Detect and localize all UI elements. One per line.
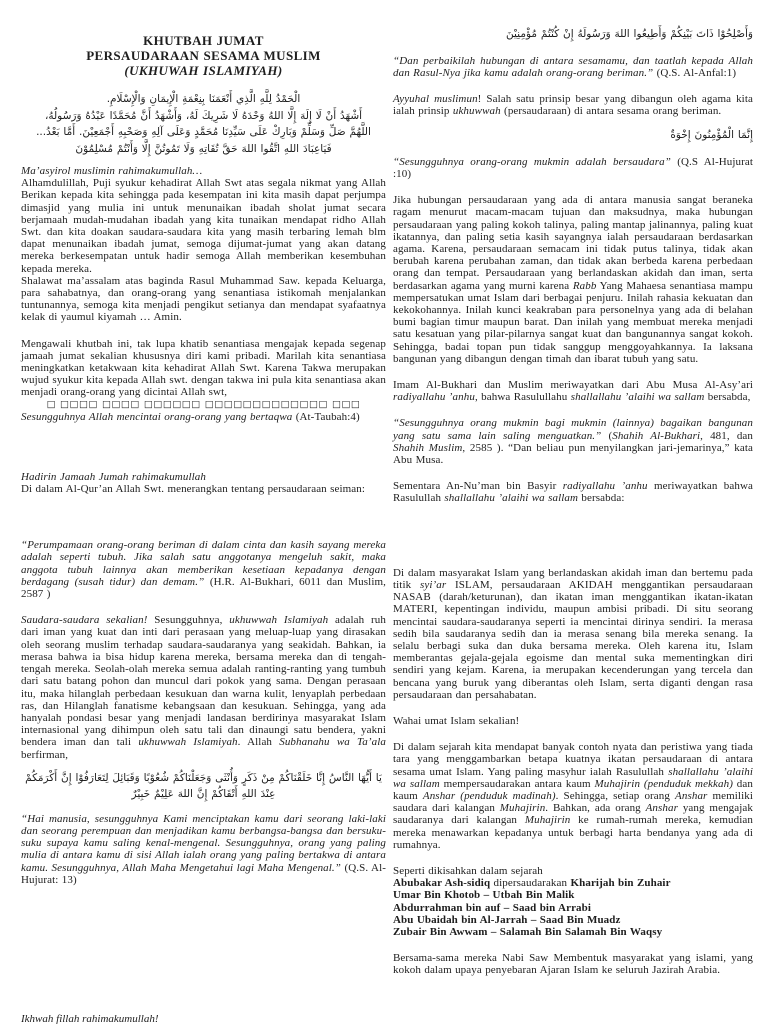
text-run: (persaudaraan) di antara sesama orang beriman. xyxy=(500,105,722,118)
paragraph xyxy=(393,194,753,365)
text-run: “Sesungguhnya orang-orang mukmin adalah bersaudara” xyxy=(393,155,671,168)
text-run: Seperti dikisahkan dalam sejarah xyxy=(393,864,543,877)
text-run: ukhuwwah Islamiyah xyxy=(138,736,238,749)
paragraph xyxy=(393,865,753,877)
left-column xyxy=(21,0,386,886)
arabic-verse xyxy=(21,770,386,803)
verse-translation xyxy=(393,156,753,180)
text-run: Mengawali khutbah ini, tak lupa khatib senantiasa mengajak kepada segenap jamaah jumat sekalian khususnya diri kami pribadi. Marilah kita senantiasa meningkatkan ketakwaan kita kehadirat Allah Swt. Karena Takwa merupakan wujud syukur kita kepada Allah swt. dengan takwa ini pula kita senantiasa akan menjadi orang-orang yang dicintai Allah swt, xyxy=(21,337,386,399)
left-column-cutoff-line: Ikhwah fillah rahimakumullah! xyxy=(21,1013,159,1024)
text-run: أَشْهَدُ أَنْ لَا إِلَهَ إِلَّا اللهُ وَحْدَهُ لَا شَرِيكَ لَهُ، وَأَشْهَدُ أَنَّ مُحَمَّدًا عَبْدُهُ وَرَسُولُهُ، xyxy=(44,109,363,122)
text-run: Abu Ubaidah bin Al-Jarrah – Saad Bin Muadz xyxy=(393,913,621,926)
arabic-verse xyxy=(393,127,753,144)
text-run: (Q.S Al-Hujurat :10) xyxy=(393,155,754,181)
arabic-missing-glyphs xyxy=(21,399,386,411)
text-run: Shahih Muslim xyxy=(393,441,463,454)
text-run: Di dalam masyarakat Islam yang berlandaskan akidah iman dan bertemu pada titik xyxy=(393,566,753,591)
text-run: Muhajirin (penduduk mekkah) xyxy=(594,777,733,790)
pairing-line xyxy=(393,877,753,889)
text-run: Imam Al-Bukhari dan Muslim meriwayatkan dari Abu Musa Al-Asy’ari xyxy=(393,379,753,392)
text-run: ! Salah satu prinsip besar yang dibangun oleh agama kita ialah prinsip xyxy=(393,92,753,118)
paragraph xyxy=(393,952,753,976)
verse-translation xyxy=(21,813,386,886)
text-run: Sesungguhnya, xyxy=(147,614,230,627)
text-run: (H.R. Al-Bukhari, 6011 dan Muslim, 2587 ) xyxy=(21,575,386,601)
text-run: shallallahu ’alaihi wa sallam xyxy=(393,765,753,790)
text-run: Sementara An-Nu’man bin Basyir xyxy=(393,480,563,493)
text-run: KHUTBAH JUMAT xyxy=(143,33,264,48)
pairing-line xyxy=(393,926,753,938)
text-run: فَيَاعِبَادَ اللهِ اتَّقُوا اللهَ حَقَّ تُقَاتِهِ وَلَا تَمُوتُنَّ إِلَّا وَأَنْتُمْ مُسْلِمُوْنَ xyxy=(75,142,332,155)
hadith-quote xyxy=(393,417,753,466)
text-run: memiliki saudara dari kalangan xyxy=(393,789,753,815)
paragraph xyxy=(21,614,386,760)
arabic-verse xyxy=(393,26,753,43)
text-run: ( xyxy=(601,429,613,442)
text-run: (UKHUWAH ISLAMIYAH) xyxy=(124,63,283,78)
text-run: Di dalam sejarah kita mendapat banyak contoh nyata dan peristiwa yang tiada tara yang menggambarkan betapa kuatnya ikatan persaudaraan di antara sesama umat Islam. Yang paling masyhur ialah Rasulullah xyxy=(393,741,753,778)
paragraph xyxy=(21,338,386,399)
text-run: Jika hubungan persaudaraan yang ada di antara manusia sangat beraneka ragam menurut macam-macam tujuan dan maksudnya, maka hubungan persaudaraan yang paling kokoh talinya, paling mantap jalinannya, paling kuat ikatannya, dan paling setia kasih sayangnya ialah persaudaraan berdasarkan agama. Karena, persaudaraan semacam ini tidak putus talinya, tidak akan berubah karena perubahan zaman, dan tidak akan berbeda karena perbedaan orang dan tempat. Persaudaraan yang berlandaskan akidah dan iman, serta berdasarkan agama yang murni karena xyxy=(393,194,753,292)
text-run: اللَّهُمَّ صَلِّ وَسَلِّمْ وَبَارِكْ عَلَى سَيِّدِنَا مُحَمَّدٍ وَعَلَى آلِهِ وَصَحْبِهِ أَجْمَعِيْنَ. أَمَّا بَعْدُ... xyxy=(36,126,371,138)
text-run: ke rumah-rumah mereka, kemudian mereka menawarkan kepadanya untuk berbagi harta bendanya yang ada di rumahnya. xyxy=(393,814,753,851)
text-run: . Bahkan, ada orang xyxy=(545,802,646,815)
doc-title-line xyxy=(21,48,386,63)
text-run: يَا أَيُّهَا النَّاسُ إِنَّا خَلَقْنَاكُمْ مِنْ ذَكَرٍ وَأُنْثَى وَجَعَلْنَاكُمْ شُعُوْبًا وَقَبَائِلَ لِتَعَارَفُوْا إِنَّ أَكْرَمَكُمْ عِنْدَ اللهِ أَتْقَاكُمْ إِنَّ اللهَ عَلِيْمٌ خَبِيْرٌ xyxy=(25,771,382,801)
pairing-line xyxy=(393,889,753,901)
text-run: Ayyuhal muslimun xyxy=(393,92,478,105)
paragraph xyxy=(21,275,386,324)
text-run: . Sehingga, setiap orang xyxy=(555,789,676,802)
text-run: bersabda, xyxy=(704,391,751,404)
doc-title-line xyxy=(21,33,386,48)
verse-translation xyxy=(393,55,753,79)
text-run: Shahih Al-Bukhari xyxy=(612,429,701,442)
text-run: Zubair Bin Awwam – Salamah Bin Salamah Bin Waqsy xyxy=(393,925,663,938)
arabic-opening-line xyxy=(21,108,386,125)
text-run: Muhajirin xyxy=(499,802,546,815)
text-run: Muhajirin xyxy=(524,814,571,827)
paragraph xyxy=(21,177,386,275)
text-run: Abdurrahman bin auf – Saad bin Arrabi xyxy=(393,901,592,914)
text-run: Di dalam Al-Qur’an Allah Swt. menerangkan tentang persaudaraan seiman: xyxy=(21,483,366,496)
verse-translation xyxy=(21,411,386,423)
arabic-opening-line xyxy=(21,91,386,108)
paragraph xyxy=(393,741,753,851)
text-run: , 481, dan xyxy=(700,429,753,442)
text-run: Bersama-sama mereka Nabi Saw Membentuk masyarakat yang islami, yang kokoh dalam upaya penyebaran Ajaran Islam ke seluruh Jazirah Arabia. xyxy=(393,952,753,977)
text-run: dan kaum xyxy=(393,777,753,802)
text-run: adalah ruh dari iman yang kuat dan inti dari perasaan yang meluap-luap yang dirasakan oleh seorang muslim terhadap saudara-saudaranya yang seakidah. Bahkan, ia merasa bahwa ia bisa hidup karena mereka, bersama mereka dan di tengah-tengah mereka. Seolah-olah mereka semua adalah ranting-ranting yang tumbuh dari satu batang pohon dan muncul dari pokok yang sama. Dengan perasaan itu, maka hilanglah perbedaan kesukuan dan warna kulit, lenyaplah perbedaan ras, dan Hilanglah fanatisme kebangsaan dan kesukuan. Sehingga, yang ada hanyalah pondasi besar yang menjadi landasan berdirinya masyarakat Islam internasional yang dihimpun oleh satu tali dan dinaungi satu bendera, yakni bendera iman dan tali xyxy=(21,614,386,749)
doc-subtitle xyxy=(21,63,386,78)
text-run: Anshar (penduduk madinah) xyxy=(422,789,556,802)
salutation-line xyxy=(393,715,753,727)
text-run: Hadirin Jamaah Jumah rahimakumullah xyxy=(21,470,206,483)
text-run: وَأَصْلِحُوْا ذَاتَ بَيْنِكُمْ وَأَطِيعُوا اللهَ وَرَسُولَهُ إِنْ كُنْتُمْ مُؤْمِنِيْنَ xyxy=(505,28,753,40)
text-run: Umar Bin Khotob – Utbah Bin Malik xyxy=(393,889,575,902)
text-run: bersabda: xyxy=(578,492,625,505)
text-run: Sesungguhnya Allah mencintai orang-orang yang bertaqwa xyxy=(21,410,296,423)
paragraph xyxy=(21,483,386,495)
text-run: yang mengajak saudaranya dari kalangan xyxy=(393,802,753,827)
text-run: إِنَّمَا الْمُؤْمِنُونَ إِخْوَةٌ xyxy=(670,129,753,142)
pairing-line xyxy=(393,902,753,914)
arabic-opening-line xyxy=(21,124,386,141)
text-run: Kharijah bin Zuhair xyxy=(570,877,671,890)
text-run: □ □□□□ □□□□ □□□□□□ □□□□□□□□□□□□□ □□□ xyxy=(46,398,361,410)
text-run: ukhuwwah xyxy=(452,105,501,118)
text-run: (Q.S. Al-Anfal:1) xyxy=(653,66,737,79)
text-run: dipersaudarakan xyxy=(490,877,571,890)
text-run: shallallahu ’alaihi wa sallam xyxy=(570,391,705,404)
paragraph xyxy=(393,379,753,403)
text-run: . Allah xyxy=(237,736,280,749)
text-run: ISLAM, persaudaraan AKIDAH menggantikan persaudaraan NASAB (darah/keturunan), dan ikatan iman menggantikan ikatan-ikatan MATERI, kepentingan individu, maupun ambisi pribadi. Di situ seorang mencintai saudara-saudaranya seperti ia mencintai dirinya sendiri. Ia merasa sedih bila saudaranya sedih dan ia merasa senang bila mereka senang. Ia selalu berbagi suka dan duka bersama mereka. Oleh karena itu, Islam memberantas gejala-gejala egoisme dan mental suka mementingkan diri sendiri yang kejam. Karena, ia merupakan kecenderungan yang tercela dan bencana yang buruk yang diberantas oleh Islam, serta diganti dengan rasa persaudaraan dan persahabatan. xyxy=(393,578,754,701)
text-run: Subhanahu wa Ta’ala xyxy=(279,736,386,749)
text-run: ukhuwwah Islamiyah xyxy=(229,614,329,627)
right-column xyxy=(393,0,753,977)
text-run: Ma’asyirol muslimin rahimakumullah… xyxy=(21,165,203,177)
salutation-line xyxy=(21,471,386,483)
text-run: Abubakar Ash-sidiq xyxy=(393,877,491,890)
text-run: Yang Mahaesa senantiasa mampu mempersatukan umat Islam dari berbagai penjuru. Inilah rahasia kekuatan dan kekokohannya. Inilah kunci keakraban para personelnya yang ada di belahan bumi bagian timur maupun barat. Dan inilah yang membuat mereka menjadi satu kesatuan yang pilar-pilarnya sangat kuat dan bangunannya sangat kokoh. Sehingga, badai topan pun tidak sanggup menggoyahkannya. Ia laksana bangunan yang dibangun dengan timah dan ibarat tubuh yang satu. xyxy=(393,279,753,365)
text-run: radiyallahu ’anhu xyxy=(393,391,475,404)
text-run: berfirman, xyxy=(21,748,69,761)
text-run: “Hai manusia, sesungguhnya Kami menciptakan kamu dari seorang laki-laki dan seorang perempuan dan menjadikan kamu berbangsa-bangsa dan bersuku-suku supaya kamu saling kenal-mengenal. Sesungguhnya, orang yang paling mulia di antara kamu di sisi Allah ialah orang yang paling bertakwa di antara kamu. Sesungguhnya, Allah Maha Mengetahui lagi Maha Mengenal.” xyxy=(21,812,386,874)
text-run: Wahai umat Islam sekalian! xyxy=(393,714,520,727)
text-run: shallallahu ’alaihi wa sallam xyxy=(444,492,579,505)
pairing-line xyxy=(393,914,753,926)
text-run: “Sesungguhnya orang mukmin bagi mukmin (lainnya) bagaikan bangunan yang satu sama lain saling menguatkan.” xyxy=(393,417,753,442)
text-run: Shalawat ma’assalam atas baginda Rasul Muhammad Saw. kepada Keluarga, para sahabatnya, dan orang-orang yang senantiasa istikomah menjalankan tuntunannya, semoga kita menjadi pengikut setianya dan mendapat syafaatnya kelak di yaumul kiyamah … Amin. xyxy=(21,274,386,324)
text-run: syi’ar xyxy=(420,578,447,591)
paragraph xyxy=(393,567,753,701)
text-run: PERSAUDARAAN SESAMA MUSLIM xyxy=(86,48,321,63)
hadith-quote xyxy=(21,539,386,600)
text-run: meriwayatkan bahwa Rasulullah xyxy=(393,480,753,505)
text-run: “Dan perbaikilah hubungan di antara sesamamu, dan taatlah kepada Allah dan Rasul-Nya jika kamu adalah orang-orang beriman.” xyxy=(393,54,753,79)
text-run: Alhamdulillah, Puji syukur kehadirat Allah Swt atas segala nikmat yang Allah Berikan kepada kita sehingga pada kesempatan ini kita masih dapat perjumpa dimasjid yang mulia ini untuk menunaikan ibadah sholat jumat secara berjamaah mudah-mudahan ibadah yang kita tunaikan mendapat ridho Allah Swt. dan kita doakan saudara-saudara kita yang masih terbaring lemah blm dapat menunaikan ibadah jumat, semoga dijumat-jumat yang akan datang mereka berkesempatan untuk hadir semoga Allah memberikan kesembuhan kepada mereka. xyxy=(21,177,386,275)
salutation-line xyxy=(21,165,386,177)
text-run: Anshar xyxy=(675,789,708,802)
text-run: (At-Taubah:4) xyxy=(295,410,360,423)
text-run: radiyallahu ’anhu xyxy=(562,480,648,493)
text-run: , 2585 ). “Dan beliau pun menyilangkan jari-jemarinya,” kata Abu Musa. xyxy=(393,441,753,467)
text-run: Anshar xyxy=(645,802,678,815)
text-run: , bahwa Rasulullahu xyxy=(474,391,571,404)
text-run: Rabb xyxy=(572,279,597,292)
text-run: (Q.S. Al-Hujurat: 13) xyxy=(21,861,387,886)
text-run: “Perumpamaan orang-orang beriman di dalam cinta dan kasih sayang mereka adalah seperti tubuh. Jika salah satu anggotanya mengeluh sakit, maka anggota tubuh lainnya akan memberikan kesetiaan kepadanya dengan berdagang (susah tidur) dan demam.” xyxy=(21,539,386,588)
paragraph xyxy=(393,480,753,504)
text-run: Saudara-saudara sekalian! xyxy=(21,614,148,627)
text-run: mempersaudarakan antara kaum xyxy=(439,777,595,790)
paragraph xyxy=(393,93,753,117)
arabic-opening-line xyxy=(21,141,386,158)
text-run: الْحَمْدُ لِلَّهِ الَّذِي أَنْعَمَنَا بِنِعْمَةِ الْإِيمَانِ وَالْإِسْلَامِ. xyxy=(106,93,301,105)
